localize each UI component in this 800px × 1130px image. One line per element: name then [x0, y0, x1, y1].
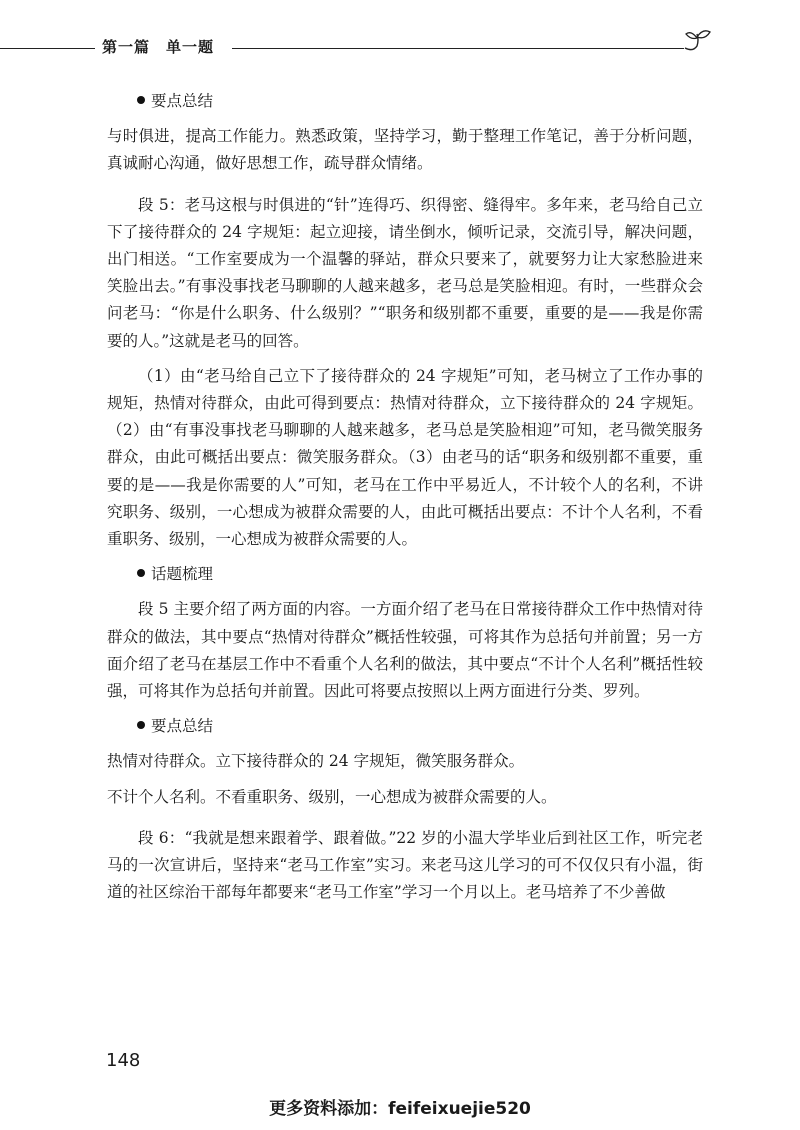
summary-paragraph-1: 与时俱进，提高工作能力。熟悉政策，坚持学习，勤于整理工作笔记，善于分析问题，真诚耐心沟通，做好思想工作，疏导群众情绪。: [107, 127, 703, 173]
analysis-paragraph: （1）由“老马给自己立下了接待群众的 24 字规矩”可知，老马树立了工作办事的规矩，热情对待群众，由此可得到要点：热情对待群众，立下接待群众的 24 字规矩。（2）由“有事没事找老马聊聊的人越来越多，老马总是笑脸相迎”可知，老马微笑服务群众，由此可概括出要点：微笑服务群众。（3）由老马的话“职务和级别都不重要，重要的是——我是你需要的人”可知，老马在工作中平易近人，不计较个人的名利，不讲究职务、级别，一心想成为被群众需要的人，由此可概括出要点：不计个人名利，不看重职务、级别，一心想成为被群众需要的人。: [107, 366, 703, 549]
bullet-icon: [137, 721, 145, 729]
summary-line-2: 不计个人名利。不看重职务、级别，一心想成为被群众需要的人。: [107, 787, 557, 806]
summary-line-1: 热情对待群众。立下接待群众的 24 字规矩，微笑服务群众。: [107, 752, 525, 771]
section-heading-summary-2: 要点总结: [107, 713, 703, 740]
footer-note: 更多资料添加：feifeixuejie520: [269, 1099, 531, 1119]
running-header: [0, 28, 800, 58]
page-number: 148: [106, 1050, 141, 1071]
page-body: [107, 88, 703, 906]
header-rule-right: [232, 48, 684, 49]
topic-paragraph: 段 5 主要介绍了两方面的内容。一方面介绍了老马在日常接待群众工作中热情对待群众的做法，其中要点“热情对待群众”概括性较强，可将其作为总括句并前置；另一方面介绍了老马在基层工作中不看重个人名利的做法，其中要点“不计个人名利”概括性较强，可将其作为总括句并前置。因此可将要点按照以上两方面进行分类、罗列。: [107, 600, 703, 701]
section-heading-summary-1: 要点总结: [107, 88, 703, 115]
header-rule-left: [0, 48, 95, 49]
header-title: 第一篇 单一题: [102, 38, 215, 56]
sprout-icon: [683, 28, 713, 54]
passage-paragraph-5: 段 5：老马这根与时俱进的“针”连得巧、织得密、缝得牢。多年来，老马给自己立下了接待群众的 24 字规矩：起立迎接，请坐倒水，倾听记录，交流引导，解决问题，出门相送。“工作室要成为一个温馨的驿站，群众只要来了，就要努力让大家愁脸进来笑脸出去。”有事没事找老马聊聊的人越来越多，老马总是笑脸相迎。有时，一些群众会问老马：“你是什么职务、什么级别？”“职务和级别都不重要，重要的是——我是你需要的人。”这就是老马的回答。: [107, 195, 703, 350]
bullet-icon: [137, 96, 145, 104]
bullet-icon: [137, 569, 145, 577]
section-heading-topic: 话题梳理: [107, 561, 703, 588]
passage-paragraph-6: 段 6：“我就是想来跟着学、跟着做。”22 岁的小温大学毕业后到社区工作，听完老马的一次宣讲后，坚持来“老马工作室”实习。来老马这儿学习的可不仅仅只有小温，街道的社区综治干部每年都要来“老马工作室”学习一个月以上。老马培养了不少善做: [107, 828, 703, 902]
